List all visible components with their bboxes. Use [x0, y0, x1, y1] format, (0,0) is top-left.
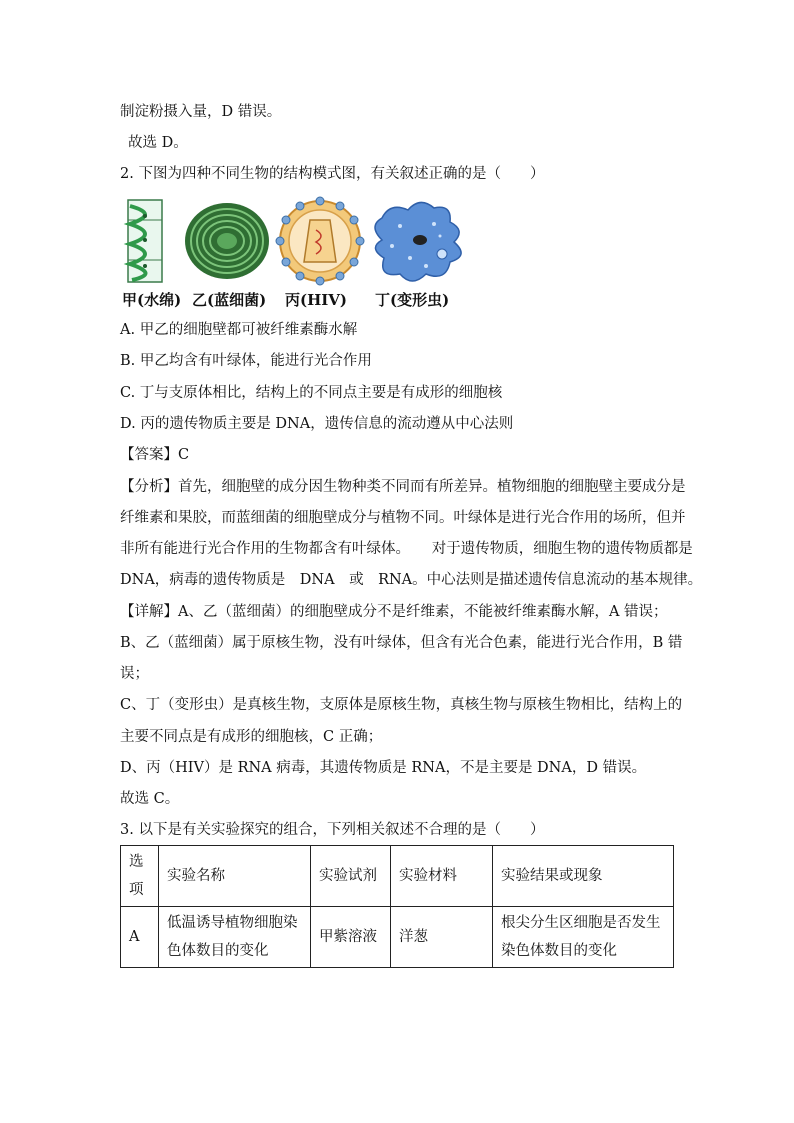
- option-c: C. 丁与支原体相比，结构上的不同点主要是有成形的细胞核: [120, 385, 503, 401]
- option-d: D. 丙的遗传物质主要是 DNA，遗传信息的流动遵从中心法则: [120, 416, 514, 432]
- detail-line: 故选 C。: [120, 791, 180, 807]
- figure-label-cyanobacteria: 乙(蓝细菌): [192, 291, 267, 309]
- table-cell: 根尖分生区细胞是否发生 染色体数目的变化: [493, 907, 674, 968]
- figure-label-hiv: 丙(HIV): [285, 291, 348, 309]
- experiment-table: [120, 845, 674, 968]
- figure-label-amoeba: 丁(变形虫): [375, 291, 450, 309]
- detail-line: D、丙（HIV）是 RNA 病毒，其遗传物质是 RNA，不是主要是 DNA，D 错误。: [120, 760, 647, 776]
- detail-line: C、丁（变形虫）是真核生物，支原体是原核生物，真核生物与原核生物相比，结构上的: [120, 697, 683, 713]
- table-row: [121, 907, 674, 968]
- detail-line: B、乙（蓝细菌）属于原核生物，没有叶绿体，但含有光合色素，能进行光合作用，B 错: [120, 635, 683, 651]
- table-header-cell: 实验名称: [159, 846, 311, 907]
- question-2-stem: 2. 下图为四种不同生物的结构模式图，有关叙述正确的是（ ）: [120, 166, 545, 182]
- text-line: 制淀粉摄入量，D 错误。: [120, 104, 282, 120]
- table-cell: 洋葱: [391, 907, 493, 968]
- hiv-icon: [276, 197, 364, 285]
- answer-line: 【答案】C: [120, 447, 190, 463]
- table-header-row: [121, 846, 674, 907]
- table-header-cell: 实验材料: [391, 846, 493, 907]
- detail-line: 误；: [120, 666, 149, 682]
- analysis-line: DNA，病毒的遗传物质是 DNA 或 RNA。中心法则是描述遗传信息流动的基本规律。: [120, 572, 703, 588]
- figure-label-spirogyra: 甲(水绵): [122, 291, 182, 309]
- table-header-cell: 实验试剂: [311, 846, 391, 907]
- table-cell: 甲紫溶液: [311, 907, 391, 968]
- table-header-cell: 实验结果或现象: [493, 846, 674, 907]
- text-line: 故选 D。: [128, 135, 188, 151]
- table-cell: A: [121, 907, 159, 968]
- detail-line: 【详解】A、乙（蓝细菌）的细胞壁成分不是纤维素，不能被纤维素酶水解，A 错误；: [120, 604, 668, 620]
- detail-line: 主要不同点是有成形的细胞核，C 正确；: [120, 729, 383, 745]
- organism-figure: [120, 196, 480, 288]
- analysis-line: 非所有能进行光合作用的生物都含有叶绿体。 对于遗传物质，细胞生物的遗传物质都是: [120, 541, 693, 557]
- option-a: A. 甲乙的细胞壁都可被纤维素酶水解: [120, 322, 358, 338]
- spirogyra-icon: [128, 200, 162, 282]
- analysis-line: 纤维素和果胶，而蓝细菌的细胞壁成分与植物不同。叶绿体是进行光合作用的场所，但并: [120, 510, 686, 526]
- analysis-line: 【分析】首先，细胞壁的成分因生物种类不同而有所差异。植物细胞的细胞壁主要成分是: [120, 479, 686, 495]
- table-header-cell: 选 项: [121, 846, 159, 907]
- amoeba-icon: [375, 202, 461, 281]
- question-3-stem: 3. 以下是有关实验探究的组合，下列相关叙述不合理的是（ ）: [120, 822, 545, 838]
- cyanobacteria-icon: [185, 203, 269, 279]
- table-cell: 低温诱导植物细胞染 色体数目的变化: [159, 907, 311, 968]
- option-b: B. 甲乙均含有叶绿体，能进行光合作用: [120, 353, 372, 369]
